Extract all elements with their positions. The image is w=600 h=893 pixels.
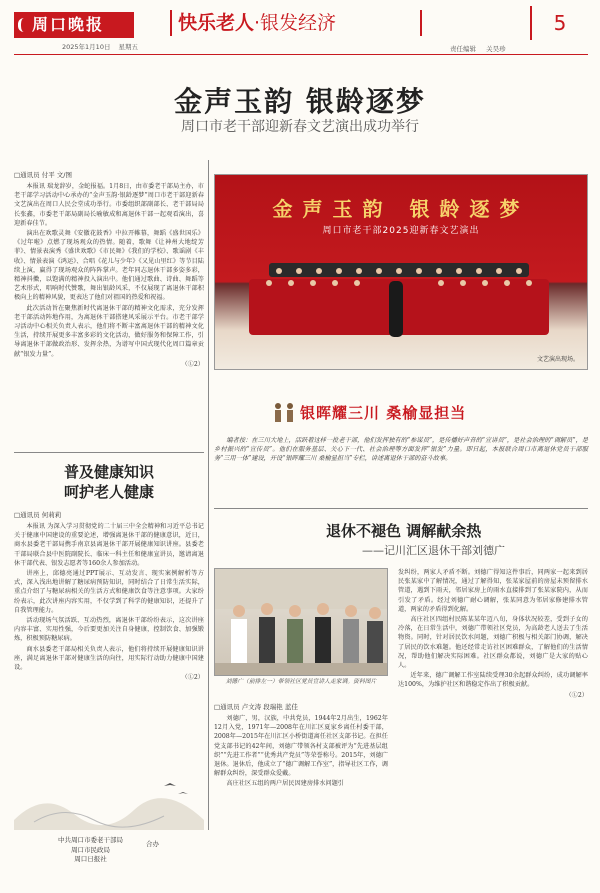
article1-paragraph: 演出在欢歌灵舞《安徽花鼓香》中拉开帷幕，舞蹈《盛世国乐》《过年啦》点燃了现场观众的热情。随着，歌舞《让神州大地绽芳菲》、情景表演秀《盛世欢歌》《市民舞》《我们的学校》、歌谣剧《丰收》、情景表演《鸿运》、合唱《花儿与少年》《又见山里红》等节目陆续上演，赢得了现场观众的阵阵掌声。老年同志退休干部多姿多彩，精神抖擞，以饱满的精神投入演出中。他们通过歌曲、诗曲、舞蹈等艺术形式，唱响时代赞歌，舞出银龄风采，不仅展现了离退休干部积极向上的精神风貌，更表达了他们对祖国的热爱和祝福。 bbox=[14, 230, 204, 302]
photo1-caption: 文艺演出现场。 bbox=[536, 356, 579, 363]
mediation-photo bbox=[214, 568, 388, 676]
article2-end-mark: （Ⓛ2） bbox=[181, 674, 204, 682]
article1-body bbox=[14, 182, 204, 370]
article3-paragraph: 高庄社区五组的两户居民因建房排水问题引 bbox=[226, 780, 344, 788]
article2-paragraph: 讲座上，邱德亮通过PPT展示、互动发言、现实案例解析等方式，深入浅出地讲解了糖尿病预防知识，同时结合了日常生活实际，重点介绍了与糖尿病相关的生活方式和健康饮食等注意事项。大家纷纷表示，此次讲座内容实用，不仅学到了科学的健康知识，还提升了自我管理能力。 bbox=[14, 570, 204, 614]
article3-end-mark: （Ⓛ2） bbox=[565, 691, 588, 699]
main-headline: 金声玉韵 银龄逐梦 bbox=[174, 85, 426, 118]
article2-byline bbox=[14, 510, 61, 519]
section-divider-right bbox=[214, 508, 588, 509]
article2-paragraph: 活动现场气氛活跃、互动热烈，离退休干部纷纷表示，这次讲座内容丰富、实用性强，今后要更加关注自身健康，控制饮食、加强锻炼，积极预防糖尿病。 bbox=[14, 617, 204, 643]
date-line bbox=[62, 42, 144, 51]
article1-paragraph: 此次活动旨在聚焦新时代离退休干部的精神文化需求，充分发挥老干部活动阵地作用，为离退休干部搭建风采展示平台。市老干部学习活动中心相关负责人表示，他们将不断丰富离退休干部的精神文化生活，持续开展更多丰富多彩的文化活动，做好服务和保障工作，引导离退休干部做政治形、发挥余热，为谱写中国式现代化周口篇章贡献“银发力量”。 bbox=[14, 304, 204, 358]
article3-paragraph: 发纠纷，两家人矛盾不断。刘德广得知这件事后，同两家一起来到居民张某家中了解情况，通过了解得知，张某家屋前的房屋未预留排水管道，遇到下雨天，邻居家房上的雨水直接排到了张某家院内，从而引发了矛盾。经过刘德广耐心调解，张某同意为邻居家修建排水管道，两家的矛盾得到化解。 bbox=[398, 569, 588, 613]
article1-end-mark: （Ⓛ2） bbox=[181, 360, 204, 368]
footer-org: 周口市民政局 bbox=[71, 845, 110, 854]
article2-paragraph: 本报讯 为深入学习贯彻党的二十届三中全会精神和习近平总书记关于健康中国建设的重要论述，增强离退休干部的健康意识，近日，商水县委老干部局携手南京县离退休干部开展健康知识讲座。县委老干部局联合县中医院副院长、临床一科主任和健康宣讲员，邀请离退休干部代表、银发志愿者等160余人参加活动。 bbox=[14, 523, 204, 567]
article2-byline-text: □通讯员 何莉莉 bbox=[14, 511, 62, 519]
section-title bbox=[178, 6, 336, 40]
page-number: 5 bbox=[530, 6, 588, 40]
footer-organizers bbox=[58, 836, 123, 865]
article3-byline bbox=[214, 702, 298, 711]
photo-banner-subtext: 周口市老干部2025迎新春文艺演出 bbox=[322, 226, 480, 236]
issue-date: 2025年1月10日 bbox=[62, 43, 111, 51]
column-divider bbox=[208, 160, 209, 830]
article3-body-left bbox=[214, 714, 388, 790]
column-banner-title: 银晖耀三川 桑榆显担当 bbox=[300, 404, 467, 422]
performance-photo bbox=[214, 174, 588, 370]
photo2-caption: 刘德广（前排左一）带领社区党员宣讲人走家调。资料图片 bbox=[225, 679, 377, 685]
article3-subtitle: ——记川汇区退休干部刘德广 bbox=[362, 544, 505, 557]
article2-title bbox=[14, 462, 204, 502]
editor-note: 编者按：在三川大地上，活跃着这样一批老干部，他们发挥独有的“参谋员”，是传播好声音的“宣讲员”，是社会治理的“调解员”，是乡村振兴的“宣传员”。他们在服务基层、关心下一代、社会治理等方面发挥“银发”力量。即日起，本报联合周口市离退休党员干部服务“三用一体”建设，开设“银晖耀三川 桑榆显担当”专栏，讲述离退休干部的奋斗故事。 bbox=[214, 437, 588, 463]
article3-paragraph: 高庄社区四组村民陈某某年迈八旬，身体状况较差，受到子女的冷落，在日常生活中，刘德广带领社区党员，为高龄老人送去了生活物资。同时，针对居民饮水问题，刘德广积极与相关部门协调，解决了居民的饮水难题。他还经常走访社区困难群众，了解他们的生活情况，帮助他们解决实际困难。社区群众都说，刘德广是大家的贴心人。 bbox=[398, 616, 588, 670]
main-subhead: 周口市老干部迎新春文艺演出成功举行 bbox=[181, 119, 419, 135]
column-banner bbox=[214, 398, 588, 428]
header-divider-right bbox=[420, 10, 422, 36]
editor-line bbox=[450, 44, 514, 53]
section-name: 快乐老人 bbox=[178, 12, 255, 34]
article3-byline-text: □通讯员 卢文涛 段瑞艳 蓝佳 bbox=[214, 703, 298, 711]
footer-org: 中共周口市委老干部局 bbox=[58, 836, 123, 844]
article1-byline bbox=[14, 170, 72, 179]
article1-byline-text: □通讯员 付平 文/图 bbox=[14, 171, 72, 179]
article3-paragraph: 近年来，德广调解工作室陆续受理30余起群众纠纷，成功调解率达100%，为维护社区和谐稳定作出了积极贡献。 bbox=[398, 672, 588, 689]
ink-landscape-illustration bbox=[14, 770, 204, 830]
article2-body bbox=[14, 522, 204, 683]
logo-text: 周口晚报 bbox=[32, 15, 105, 34]
elderly-figures-icon bbox=[270, 400, 298, 426]
masthead bbox=[0, 0, 600, 62]
article2-title-line: 呵护老人健康 bbox=[63, 483, 154, 501]
article3-title: 退休不褪色 调解献余热 bbox=[326, 522, 482, 540]
editor-name: 关昊珍 bbox=[486, 45, 506, 53]
header-divider bbox=[170, 10, 172, 36]
editor-label: 责任编辑 bbox=[450, 45, 476, 53]
footer-org: 周口日报社 bbox=[74, 855, 107, 863]
choir-illustration bbox=[229, 261, 569, 341]
section-divider-left bbox=[14, 452, 204, 453]
issue-weekday: 星期五 bbox=[118, 43, 139, 51]
group-illustration bbox=[215, 569, 388, 676]
article3-body-right bbox=[398, 568, 588, 701]
photo-banner-text: 金声玉韵 银龄逐梦 bbox=[272, 197, 530, 221]
footer-jointly: 合办 bbox=[146, 840, 159, 848]
section-subname: ·银发经济 bbox=[254, 12, 337, 34]
newspaper-logo bbox=[14, 12, 134, 38]
article2-title-line: 普及健康知识 bbox=[63, 463, 154, 481]
article3-paragraph: 刘德广，男，汉族，中共党员，1944年2月出生，1962年12月入党，1971年—2008年在川汇区夏家乡离任村委干部，2008年—2015年在川汇区小桥街道离任社区支部书记。在担任党支部书记的42年间，刘德广带领各村支部被评为“先进基层组织”“先进工作者”“优秀共产党员”等荣誉称号。2015年，刘德广退休。退休后，他成立了“德广调解工作室”，指导社区工作，调解群众纠纷，深受群众爱戴。 bbox=[214, 715, 388, 778]
article2-paragraph: 商水县委老干部局相关负责人表示，他们将持续开展健康知识讲座，满足离退休干部对健康生活的向往，用实际行动助力健康中国建设。 bbox=[14, 645, 204, 672]
article1-paragraph: 本报讯 瑞龙辞岁，金蛇报福。1月8日，由市委老干部局主办，市老干部学习活动中心承办的“金声玉韵·银龄逐梦”周口市老干部迎新春文艺演出在周口人民会堂成功举行。市委组织部副部长、老干部局局长张鑫，市委老干部局副局长喻敏成和离退休干部一起观看演出，喜迎新春佳节。 bbox=[14, 183, 204, 227]
header-rule bbox=[14, 54, 588, 55]
logo-wave-icon bbox=[18, 18, 30, 32]
